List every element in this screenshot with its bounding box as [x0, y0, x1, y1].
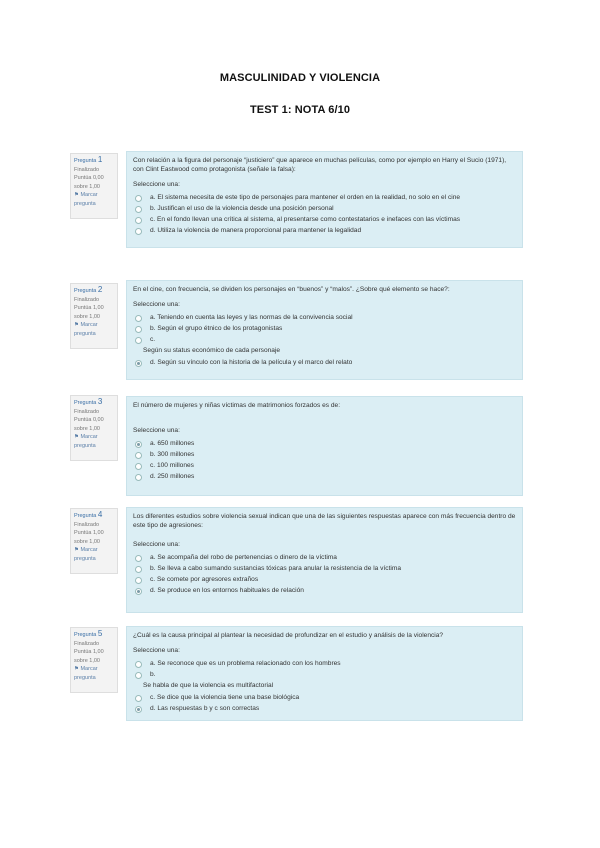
answer-option-label: b. Justifican el uso de la violencia desde una posición personal: [150, 205, 334, 212]
question-number: 1: [97, 155, 103, 164]
select-one-label: Seleccione una:: [133, 427, 180, 434]
select-one-label: Seleccione una:: [133, 647, 180, 654]
question-label: Pregunta: [74, 158, 97, 164]
radio-button[interactable]: [135, 463, 142, 470]
answer-option-label: b. Según el grupo étnico de los protagonistas: [150, 325, 283, 332]
radio-button[interactable]: [135, 228, 142, 235]
flag-icon: ⚑: [74, 666, 79, 672]
answer-option-d[interactable]: [133, 226, 516, 235]
radio-button[interactable]: [135, 337, 142, 344]
question-body-4: [126, 507, 523, 613]
answer-option-a[interactable]: [133, 553, 516, 562]
answer-option-b[interactable]: [133, 324, 516, 333]
test-score-title: TEST 1: NOTA 6/10: [249, 104, 351, 116]
answer-option-label: b. 300 millones: [150, 451, 195, 458]
answer-option-b[interactable]: [133, 564, 516, 573]
answer-option-d[interactable]: [133, 358, 516, 367]
question-score: Puntúa 0,00 sobre 1,00: [74, 417, 104, 432]
question-number: 5: [97, 629, 103, 638]
radio-button[interactable]: [135, 566, 142, 573]
radio-button[interactable]: [135, 474, 142, 481]
question-status: Finalizado: [74, 408, 100, 415]
answer-option-c[interactable]: [133, 461, 516, 470]
question-score: Puntúa 0,00 sobre 1,00: [74, 175, 104, 190]
radio-button[interactable]: [135, 672, 142, 679]
answer-option-label: a. Se reconoce que es un problema relacionado con los hombres: [150, 660, 341, 667]
answer-option-label: d. Se produce en los entornos habituales de relación: [150, 587, 304, 594]
answer-option-label: a. Teniendo en cuenta las leyes y las normas de la convivencia social: [150, 314, 353, 321]
flag-question-label: Marcar pregunta: [74, 434, 98, 449]
answer-option-label: b. Se lleva a cabo sumando sustancias tóxicas para anular la resistencia de la víctima: [150, 565, 402, 572]
answer-option-label: c. En el fondo llevan una crítica al sistema, al presentarse como contestatarios e inefaces con las víctimas: [150, 216, 461, 223]
answer-option-c[interactable]: [133, 693, 516, 702]
flag-question-button[interactable]: [74, 665, 114, 682]
question-text: Con relación a la figura del personaje “justiciero” que aparece en muchas películas, como por ejemplo en Harry el Sucio (1971), con Clint Eastwood como protagonista (señale la falsa):: [133, 157, 507, 173]
answer-option-label: c.: [150, 336, 156, 343]
answer-option-a[interactable]: [133, 439, 516, 448]
radio-button[interactable]: [135, 217, 142, 224]
answer-option-d[interactable]: [133, 472, 516, 481]
answer-option-label: c. Se dice que la violencia tiene una base biológica: [150, 694, 300, 701]
document-title: MASCULINIDAD Y VIOLENCIA: [219, 72, 381, 84]
flag-icon: ⚑: [74, 322, 79, 328]
radio-button[interactable]: [135, 315, 142, 322]
radio-button[interactable]: [135, 452, 142, 459]
radio-button[interactable]: [135, 695, 142, 702]
question-label: Pregunta: [74, 400, 97, 406]
question-info-3: [70, 395, 118, 461]
question-info-1: [70, 153, 118, 219]
answer-option-a[interactable]: [133, 313, 516, 322]
question-text: El número de mujeres y niñas víctimas de matrimonios forzados es de:: [133, 402, 341, 409]
radio-button[interactable]: [135, 577, 142, 584]
select-one-label: Seleccione una:: [133, 541, 180, 548]
question-label: Pregunta: [74, 513, 97, 519]
radio-button-selected[interactable]: [135, 706, 142, 713]
answer-option-continuation: Según su status económico de cada personaje: [143, 347, 281, 354]
question-label: Pregunta: [74, 632, 97, 638]
question-number: 3: [97, 397, 103, 406]
flag-icon: ⚑: [74, 434, 79, 440]
question-info-4: [70, 508, 118, 574]
flag-question-label: Marcar pregunta: [74, 666, 98, 681]
question-number: 4: [97, 510, 103, 519]
radio-button[interactable]: [135, 555, 142, 562]
question-status: Finalizado: [74, 296, 100, 303]
answer-option-label: c. 100 millones: [150, 462, 194, 469]
flag-question-button[interactable]: [74, 191, 114, 208]
question-body-3: [126, 396, 523, 496]
question-body-5: [126, 626, 523, 721]
question-score: Puntúa 1,00 sobre 1,00: [74, 530, 104, 545]
answer-option-a[interactable]: [133, 659, 516, 668]
flag-icon: ⚑: [74, 192, 79, 198]
answer-option-label: a. El sistema necesita de este tipo de personajes para mantener el orden en la realidad, no solo en el cine: [150, 194, 461, 201]
question-body-1: [126, 151, 523, 248]
question-status: Finalizado: [74, 640, 100, 647]
radio-button[interactable]: [135, 661, 142, 668]
answer-option-c[interactable]: [133, 215, 516, 224]
flag-question-label: Marcar pregunta: [74, 192, 98, 207]
question-number: 2: [97, 285, 103, 294]
flag-question-label: Marcar pregunta: [74, 322, 98, 337]
answer-option-b[interactable]: [133, 204, 516, 213]
question-score: Puntúa 1,00 sobre 1,00: [74, 305, 104, 320]
question-info-2: [70, 283, 118, 349]
radio-button-selected[interactable]: [135, 441, 142, 448]
answer-option-b[interactable]: [133, 670, 516, 679]
answer-option-c[interactable]: [133, 335, 516, 344]
answer-option-d[interactable]: [133, 586, 516, 595]
flag-icon: ⚑: [74, 547, 79, 553]
question-status: Finalizado: [74, 521, 100, 528]
select-one-label: Seleccione una:: [133, 181, 180, 188]
question-label: Pregunta: [74, 288, 97, 294]
answer-option-label: c. Se comete por agresores extraños: [150, 576, 259, 583]
answer-option-label: a. Se acompaña del robo de pertenencias o dinero de la víctima: [150, 554, 337, 561]
radio-button-selected[interactable]: [135, 360, 142, 367]
answer-option-label: d. Utiliza la violencia de manera proporcional para mantener la legalidad: [150, 227, 362, 234]
answer-option-c[interactable]: [133, 575, 516, 584]
question-body-2: [126, 280, 523, 380]
question-score: Puntúa 1,00 sobre 1,00: [74, 649, 104, 664]
flag-question-button[interactable]: [74, 321, 114, 338]
radio-button[interactable]: [135, 326, 142, 333]
flag-question-button[interactable]: [74, 546, 114, 563]
answer-option-label: d. Las respuestas b y c son correctas: [150, 705, 260, 712]
answer-option-continuation: Se habla de que la violencia es multifactorial: [143, 682, 274, 689]
answer-option-label: d. Según su vínculo con la historia de la película y el marco del relato: [150, 359, 353, 366]
answer-option-label: d. 250 millones: [150, 473, 195, 480]
answer-option-a[interactable]: [133, 193, 516, 202]
question-status: Finalizado: [74, 166, 100, 173]
answer-option-label: a. 650 millones: [150, 440, 195, 447]
answer-option-d[interactable]: [133, 704, 516, 713]
answer-option-b[interactable]: [133, 450, 516, 459]
question-text: ¿Cuál es la causa principal al plantear la necesidad de profundizar en el estudio y análisis de la violencia?: [133, 632, 444, 639]
select-one-label: Seleccione una:: [133, 301, 180, 308]
question-info-5: [70, 627, 118, 693]
flag-question-label: Marcar pregunta: [74, 547, 98, 562]
flag-question-button[interactable]: [74, 433, 114, 450]
radio-button[interactable]: [135, 195, 142, 202]
question-text: En el cine, con frecuencia, se dividen los personajes en “buenos” y “malos”. ¿Sobre qué elemento se hace?:: [133, 286, 450, 293]
answer-option-label: b.: [150, 671, 156, 678]
radio-button-selected[interactable]: [135, 588, 142, 595]
radio-button[interactable]: [135, 206, 142, 213]
question-text: Los diferentes estudios sobre violencia sexual indican que una de las siguientes respuestas aparece con más frecuencia dentro de este tipo de agresiones:: [133, 513, 516, 529]
